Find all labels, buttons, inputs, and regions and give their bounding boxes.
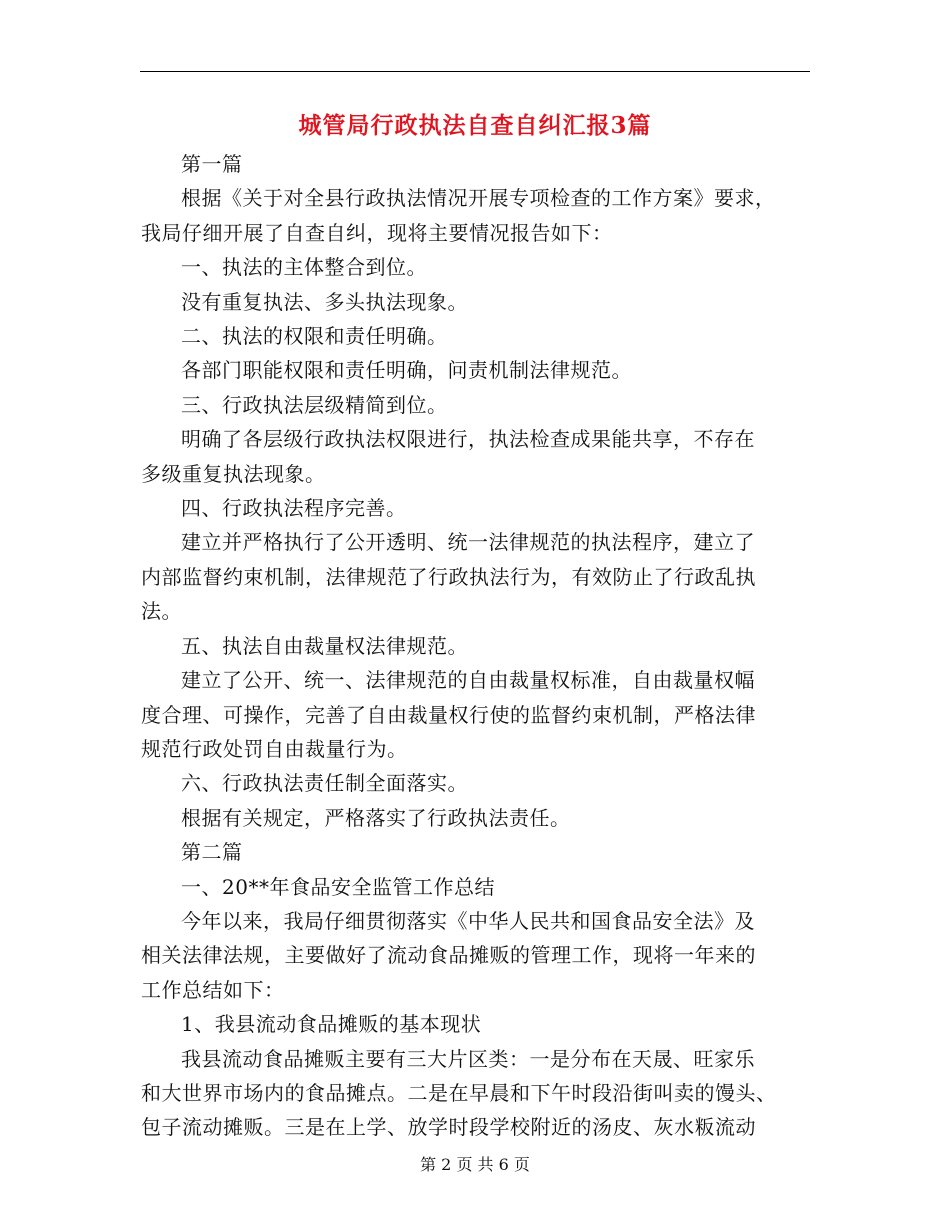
paragraph (141, 1042, 811, 1145)
paragraph-line: 包子流动摊贩。三是在上学、放学时段学校附近的汤皮、灰水粄流动 (141, 1115, 756, 1140)
paragraph-line: 根据《关于对全县行政执法情况开展专项检查的工作方案》要求， (181, 186, 776, 211)
paragraph-line: 建立了公开、统一、法律规范的自由裁量权标准，自由裁量权幅 (181, 668, 755, 693)
paragraph-line: 我局仔细开展了自查自纠，现将主要情况报告如下： (141, 220, 613, 245)
paragraph-line: 各部门职能权限和责任明确，问责机制法律规范。 (181, 358, 632, 383)
paragraph-line: 我县流动食品摊贩主要有三大片区类：一是分布在天晟、旺家乐 (181, 1046, 755, 1071)
paragraph (141, 250, 811, 284)
paragraph (141, 629, 811, 663)
paragraph-line: 和大世界市场内的食品摊点。二是在早晨和下午时段沿街叫卖的馒头、 (141, 1080, 777, 1105)
paragraph-line: 五、执法自由裁量权法律规范。 (181, 633, 468, 658)
paragraph-line: 1、我县流动食品摊贩的基本现状 (181, 1012, 482, 1037)
paragraph (141, 525, 811, 628)
paragraph (141, 663, 811, 766)
paragraph (141, 1007, 811, 1041)
paragraph (141, 801, 811, 835)
paragraph (141, 766, 811, 800)
paragraph (141, 870, 811, 904)
paragraph-line: 六、行政执法责任制全面落实。 (181, 771, 468, 796)
paragraph-line: 第一篇 (181, 152, 243, 176)
paragraph-line: 多级重复执法现象。 (141, 461, 326, 486)
paragraph (141, 904, 811, 1007)
paragraph (141, 285, 811, 319)
document-title: 城管局行政执法自查自纠汇报3篇 (298, 112, 652, 139)
header-rule (140, 71, 810, 72)
paragraph-line: 今年以来，我局仔细贯彻落实《中华人民共和国食品安全法》及 (181, 908, 755, 933)
paragraph-line: 度合理、可操作，完善了自由裁量权行使的监督约束机制，严格法律 (141, 702, 756, 727)
paragraph-line: 三、行政执法层级精简到位。 (181, 392, 448, 417)
paragraph-line: 规范行政处罚自由裁量行为。 (141, 736, 408, 761)
paragraph-line: 根据有关规定，严格落实了行政执法责任。 (181, 805, 571, 830)
paragraph-line: 二、执法的权限和责任明确。 (181, 324, 448, 349)
page-number: 第 2 页 共 6 页 (420, 1155, 530, 1174)
paragraph-line: 第二篇 (181, 840, 243, 865)
paragraph (141, 388, 811, 422)
paragraph-line: 内部监督约束机制，法律规范了行政执法行为，有效防止了行政乱执 (141, 564, 756, 589)
paragraph-line: 相关法律法规，主要做好了流动食品摊贩的管理工作，现将一年来的 (141, 943, 756, 968)
paragraph-line: 一、执法的主体整合到位。 (181, 255, 427, 280)
paragraph (141, 491, 811, 525)
paragraph-line: 一、20**年食品安全监管工作总结 (181, 874, 495, 899)
paragraph-line: 法。 (141, 599, 182, 624)
document-body (141, 147, 811, 1145)
paragraph (141, 353, 811, 387)
paragraph-line: 工作总结如下： (141, 977, 285, 1002)
paragraph (141, 422, 811, 491)
paragraph-line: 建立并严格执行了公开透明、统一法律规范的执法程序，建立了 (181, 530, 755, 555)
paragraph-line: 明确了各层级行政执法权限进行，执法检查成果能共享，不存在 (181, 427, 755, 452)
paragraph (141, 835, 811, 869)
paragraph (141, 319, 811, 353)
paragraph (141, 181, 811, 250)
paragraph (141, 147, 811, 181)
paragraph-line: 四、行政执法程序完善。 (181, 496, 407, 521)
paragraph-line: 没有重复执法、多头执法现象。 (181, 289, 468, 314)
